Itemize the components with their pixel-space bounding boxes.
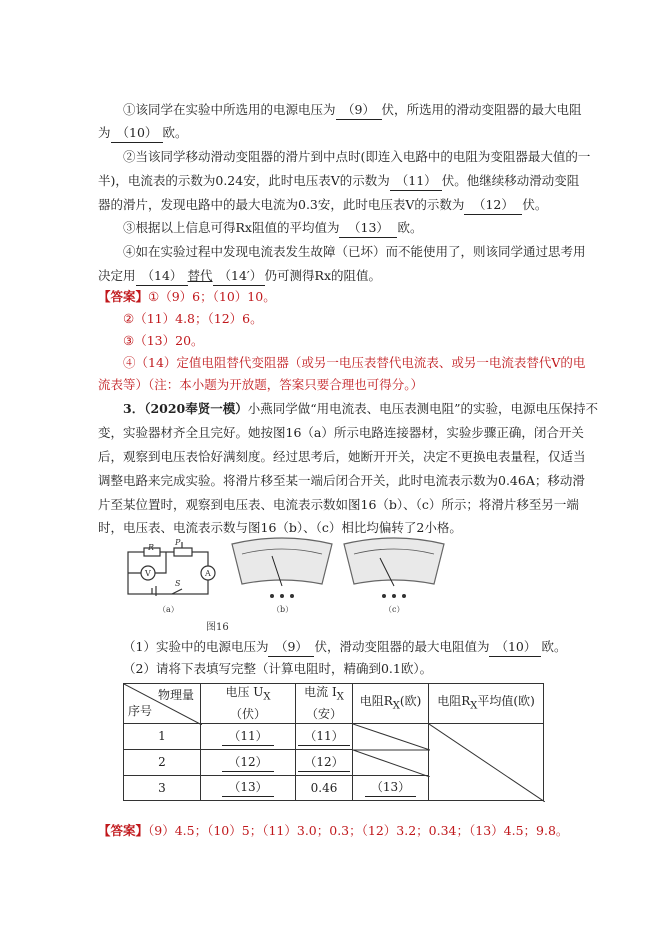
diagonal-line — [429, 724, 545, 802]
ammeter-label: A — [205, 569, 211, 578]
q3-line-2: 变，实验器材齐全且完好。她按图16（a）所示电路连接器材，实验步骤正确，闭合开关 — [98, 425, 584, 440]
header-physical: 物理量 — [157, 688, 194, 702]
terminal-icon — [290, 594, 294, 598]
answer-line-5 — [98, 376, 423, 394]
answer-blank: （12） — [222, 754, 273, 772]
q1-line-2 — [98, 124, 188, 143]
cell-voltage — [200, 723, 296, 750]
switch-label: S — [175, 579, 181, 588]
q3-line-5: 片至某位置时，观察到电压表、电流表示数如图16（b）、（c）所示；将滑片移至另一端 — [98, 497, 579, 512]
figure-16 — [122, 534, 542, 634]
q1-line-5 — [98, 196, 547, 215]
q1-line-4 — [98, 172, 579, 191]
unit: （安） — [305, 706, 342, 721]
text: 小燕同学做“用电流表、电压表测电阻”的实验，电源电压保持不 — [247, 401, 599, 416]
row-index: 1 — [123, 723, 201, 750]
answer-blank-12: （12） — [464, 196, 522, 215]
dial-face — [344, 538, 444, 584]
text: 欧。 — [541, 639, 567, 654]
terminal-icon — [382, 594, 386, 598]
rheostat-icon — [174, 548, 192, 556]
header-index-cell — [123, 683, 201, 724]
q1-line-6 — [123, 219, 422, 238]
text: 电阻R — [437, 693, 471, 708]
answer-blank-11: （11） — [390, 172, 442, 191]
q3-line-1 — [123, 400, 598, 418]
terminal-icon — [280, 594, 284, 598]
q3-sub-1 — [123, 638, 567, 657]
q1-line-3: ②当该同学移动滑动变阻器的滑片到中点时(即连入电路中的电阻为变阻器最大值的一 — [123, 149, 591, 164]
unit: （伏） — [229, 706, 266, 721]
text: 为 — [98, 125, 111, 140]
cell-resistance-crossed — [352, 723, 429, 776]
answer-blank-14b: （14′） — [213, 267, 265, 286]
q1-line-1 — [123, 101, 582, 120]
voltmeter-dial-icon — [232, 538, 332, 598]
q1-line-8 — [98, 267, 381, 286]
text: 仍可测得Rx的阻值。 — [264, 268, 381, 283]
subscript: X — [392, 700, 400, 712]
q3-sub-2: （2）请将下表填写完整（计算电阻时，精确到0.1欧）。 — [123, 661, 433, 676]
header-average — [428, 683, 544, 724]
voltmeter-label: V — [145, 569, 151, 578]
figure-caption: 图16 — [206, 622, 229, 633]
terminal-icon — [392, 594, 396, 598]
figure-svg — [122, 534, 542, 634]
answer-line-4: ④（14）定值电阻替代变阻器（或另一电压表替代电流表、或另一电流表替代V的电 — [123, 355, 586, 370]
header-resistance — [352, 683, 429, 724]
answer-blank: （12） — [298, 754, 349, 772]
question-number: 3． — [123, 401, 145, 416]
text: 决定用 — [98, 268, 136, 283]
unit: 平均值(欧) — [477, 693, 535, 708]
text: 电流 I — [304, 685, 337, 700]
q3-line-4: 调整电路来完成实验。将滑片移至某一端后闭合开关，此时电流表示数为0.46A；移动滑 — [98, 473, 585, 488]
figure-label-b: （b） — [272, 605, 294, 614]
circuit-diagram — [128, 542, 215, 596]
answer-blank: （13） — [222, 779, 273, 797]
answer-line-3: ③（13）20。 — [123, 333, 204, 348]
answer-tag: 【答案】 — [98, 823, 149, 838]
text: 欧。 — [162, 125, 188, 140]
unit: (欧) — [399, 693, 422, 708]
cell-average-crossed — [428, 723, 544, 801]
switch-icon — [172, 589, 182, 594]
text: 伏，滑动变阻器的最大电阻值为 — [314, 639, 490, 654]
data-table — [123, 683, 544, 801]
answer-blank: （11） — [298, 728, 349, 746]
text: 替代 — [187, 268, 213, 283]
text: 电压 U — [225, 685, 264, 700]
header-voltage — [200, 683, 296, 724]
text: 伏，所选用的滑动变阻器的最大电阻 — [381, 102, 582, 117]
text: （注：本小题为开放题，答案只要合理也可得分。） — [148, 377, 424, 392]
text: ①该同学在实验中所选用的电源电压为 — [123, 102, 336, 117]
text: 流表等） — [98, 377, 149, 392]
answer-blank-9: （9） — [336, 101, 382, 120]
subscript: X — [263, 691, 271, 703]
resistor-label: R — [148, 543, 155, 552]
q1-line-7: ④如在实验过程中发现电流表发生故障（已坏）而不能使用了，则该同学通过思考用 — [123, 244, 586, 259]
cell-voltage — [200, 749, 296, 776]
header-index: 序号 — [128, 704, 153, 718]
row-index: 3 — [123, 775, 201, 801]
text: 电阻R — [359, 693, 393, 708]
text: ③根据以上信息可得Rx阻值的平均值为 — [123, 220, 340, 235]
cell-current — [295, 749, 353, 776]
text: 半)，电流表的示数为0.24安，此时电压表V的示数为 — [98, 173, 390, 188]
figure-label-a: （a） — [158, 605, 179, 614]
cell-current — [295, 723, 353, 750]
ammeter-dial-icon — [344, 538, 444, 598]
answer-blank: （11） — [222, 728, 273, 746]
answer-tag: 【答案】 — [98, 289, 149, 304]
q3-line-6: 时，电压表、电流表示数与图16（b）、（c）相比均偏转了2小格。 — [98, 520, 462, 535]
dial-face — [232, 538, 332, 584]
question-source: （2020奉贤一模） — [144, 401, 248, 416]
terminal-icon — [270, 594, 274, 598]
answer-blank-10: （10） — [489, 638, 541, 657]
subscript: X — [336, 691, 344, 703]
cell-voltage — [200, 775, 296, 801]
text: （9）4.5；（10）5；（11）3.0；0.3；（12）3.2；0.34；（13）4.5；9.8。 — [148, 823, 569, 838]
answer-blank-10: （10） — [111, 124, 163, 143]
cell-resistance — [352, 775, 429, 801]
answer-line-1 — [98, 288, 276, 306]
text: 伏。 — [522, 197, 548, 212]
slider-label: P — [175, 538, 181, 547]
header-current — [295, 683, 353, 724]
text: （1）实验中的电源电压为 — [123, 639, 269, 654]
terminal-icon — [402, 594, 406, 598]
subscript: X — [470, 700, 478, 712]
answer-blank-14: （14） — [136, 267, 188, 286]
answer2-line — [98, 822, 568, 840]
row-index: 2 — [123, 749, 201, 776]
answer-blank-9: （9） — [268, 638, 314, 657]
diagonal-line — [353, 724, 430, 777]
cell-current: 0.46 — [295, 775, 353, 801]
text: 伏。他继续移动滑动变阻 — [441, 173, 580, 188]
text: 欧。 — [397, 220, 423, 235]
answer-blank: （13） — [365, 779, 416, 797]
text: ①（9）6；（10）10。 — [148, 289, 276, 304]
answer-line-2: ②（11）4.8；（12）6。 — [123, 311, 263, 326]
figure-label-c: （c） — [384, 605, 405, 614]
q3-line-3: 后，观察到电压表恰好满刻度。经过思考后，她断开开关，决定不更换电表量程，仅适当 — [98, 449, 586, 464]
text: 器的滑片，发现电路中的最大电流为0.3安，此时电压表V的示数为 — [98, 197, 465, 212]
answer-blank-13: （13） — [339, 219, 397, 238]
